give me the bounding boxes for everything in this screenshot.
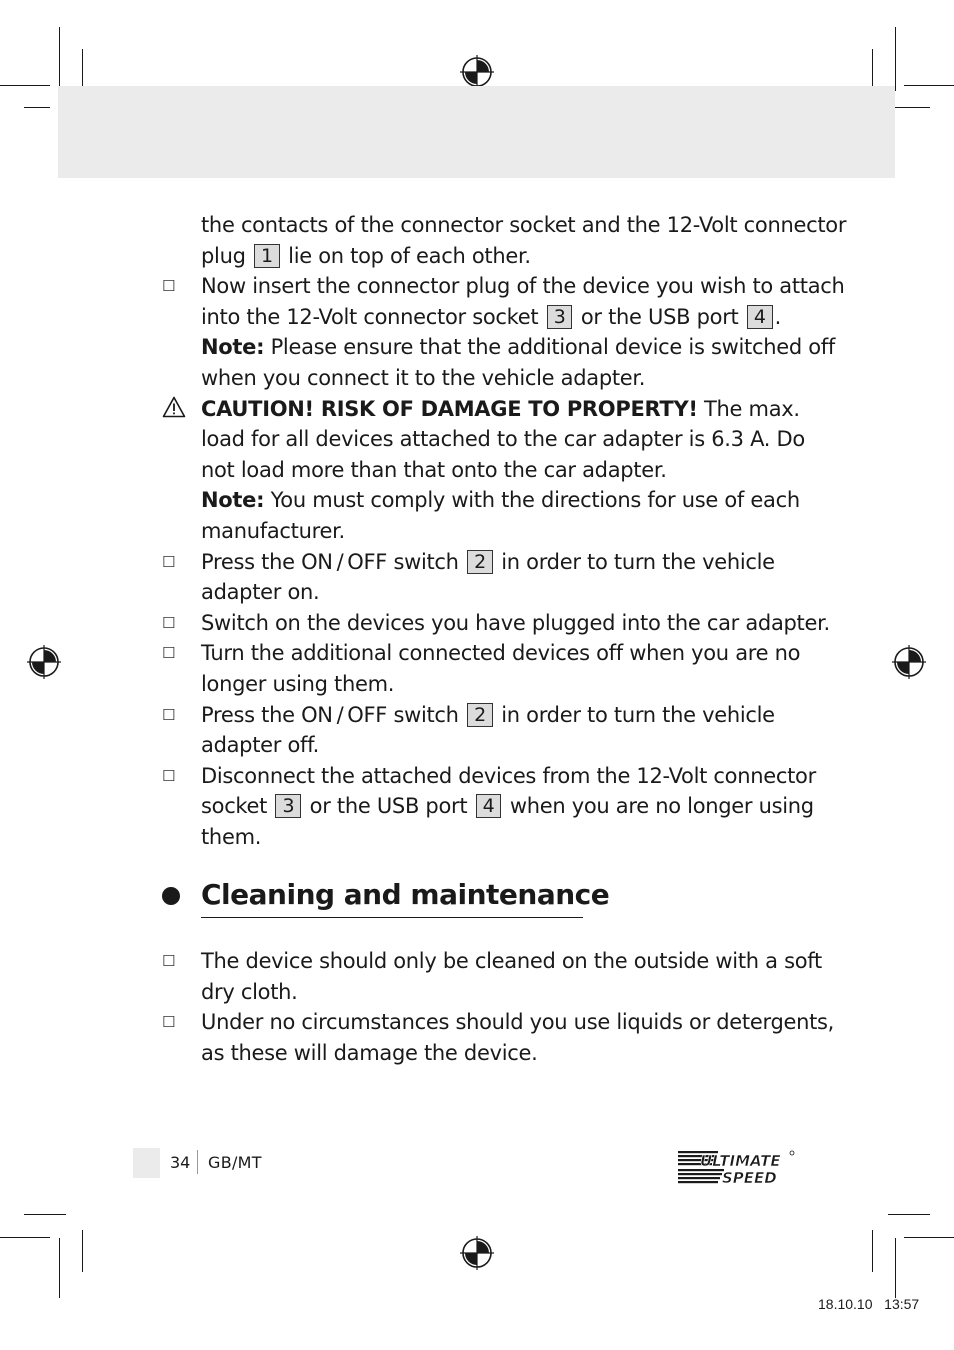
list-item: ☐ Under no circumstances should you use liquids or detergents, <box>160 1007 800 1038</box>
footer-divider <box>197 1150 198 1174</box>
checkbox-bullet-icon: ☐ <box>162 552 176 571</box>
language-code: GB/MT <box>208 1153 262 1172</box>
crop-mark <box>895 27 896 91</box>
text-line: adapter on. <box>201 580 320 605</box>
section-heading <box>160 876 610 920</box>
list-item: ☐ Switch on the devices you have plugged into the car adapter. <box>160 608 800 639</box>
print-timestamp: 18.10.10 13:57 <box>818 1296 920 1312</box>
crop-mark <box>59 1238 60 1298</box>
registration-mark-icon <box>460 55 494 89</box>
list-item: ☐ Turn the additional connected devices off when you are no <box>160 638 800 669</box>
text-line: the contacts of the connector socket and the 12-Volt connector <box>201 213 847 237</box>
svg-text:SPEED: SPEED <box>722 1169 777 1186</box>
part-number-badge: 2 <box>467 703 493 727</box>
checkbox-bullet-icon: ☐ <box>162 766 176 785</box>
ultimate-speed-logo <box>676 1148 796 1186</box>
checkbox-bullet-icon: ☐ <box>162 952 176 970</box>
registration-mark-icon <box>892 645 926 679</box>
text-line: longer using them. <box>201 671 395 696</box>
crop-mark <box>82 1230 83 1272</box>
text-line: plug 1 lie on top of each other. <box>201 243 531 268</box>
crop-mark <box>904 85 954 86</box>
text-line: not load more than that onto the car adapter. <box>201 457 667 482</box>
list-item: ☐ Disconnect the attached devices from the 12-Volt connector <box>160 761 800 792</box>
registration-mark-icon <box>27 645 61 679</box>
part-number-badge: 3 <box>275 794 301 818</box>
checkbox-bullet-icon: ☐ <box>162 644 176 663</box>
header-band <box>58 86 895 178</box>
text-line: socket 3 or the USB port 4 when you are no longer using <box>201 794 814 819</box>
crop-mark <box>872 49 873 91</box>
list-item: ☐ Press the ON / OFF switch 2 in order to turn the vehicle <box>160 700 800 731</box>
checkbox-bullet-icon: ☐ <box>162 705 176 724</box>
checkbox-bullet-icon: ☐ <box>162 277 176 296</box>
text-line: load for all devices attached to the car adapter is 6.3 A. Do <box>201 427 805 452</box>
section-underline <box>201 917 583 918</box>
list-item: ☐ Now insert the connector plug of the device you wish to attach <box>160 271 800 302</box>
section-bullet-icon <box>162 887 180 905</box>
part-number-badge: 4 <box>476 794 502 818</box>
text-line: adapter off. <box>201 733 320 758</box>
instructions-list <box>160 210 847 852</box>
crop-mark <box>904 1237 954 1238</box>
note-line: Note: You must comply with the directions for use of each <box>201 488 800 513</box>
note-line: Note: Please ensure that the additional device is switched off <box>201 335 835 360</box>
crop-mark <box>59 27 60 91</box>
section-title: Cleaning and maintenance <box>201 878 610 911</box>
part-number-badge: 4 <box>747 305 773 329</box>
crop-mark <box>895 1238 896 1298</box>
text-line: into the 12-Volt connector socket 3 or the USB port 4 . <box>201 304 782 329</box>
crop-mark <box>24 107 50 108</box>
crop-mark <box>0 1237 50 1238</box>
checkbox-bullet-icon: ☐ <box>162 613 176 632</box>
text-line: them. <box>201 824 262 849</box>
list-item: ☐ Press the ON / OFF switch 2 in order to turn the vehicle <box>160 547 800 578</box>
text-line: as these will damage the device. <box>201 1040 538 1065</box>
text-line: manufacturer. <box>201 518 345 543</box>
list-item: ☐ The device should only be cleaned on the outside with a soft <box>160 946 800 977</box>
text-line: when you connect it to the vehicle adapter. <box>201 365 646 390</box>
cleaning-list <box>160 946 835 1068</box>
crop-mark <box>24 1214 66 1215</box>
page-number-tab <box>133 1148 160 1178</box>
part-number-badge: 1 <box>254 244 280 268</box>
crop-mark <box>82 49 83 91</box>
registration-mark-icon <box>460 1236 494 1270</box>
part-number-badge: 3 <box>547 305 573 329</box>
crop-mark <box>0 85 50 86</box>
checkbox-bullet-icon: ☐ <box>162 1013 176 1032</box>
text-line: dry cloth. <box>201 979 298 1004</box>
caution-line: CAUTION! RISK OF DAMAGE TO PROPERTY! The max. <box>160 394 800 425</box>
crop-mark <box>872 1230 873 1272</box>
page-number: 34 <box>170 1153 191 1172</box>
warning-triangle-icon <box>162 396 186 418</box>
part-number-badge: 2 <box>467 550 493 574</box>
crop-mark <box>888 1214 930 1215</box>
svg-text:ULTIMATE: ULTIMATE <box>700 1152 781 1170</box>
